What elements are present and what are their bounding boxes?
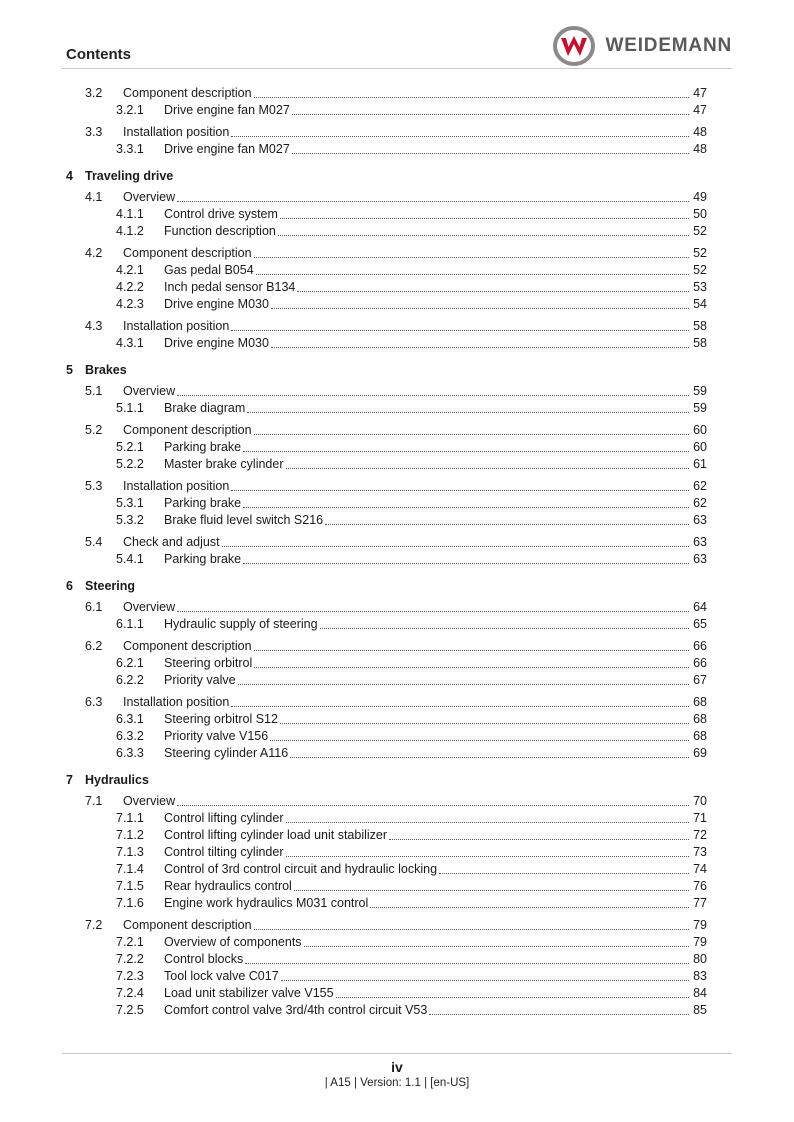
subsection-title: Overview of components [164,935,302,949]
toc-chapter [66,85,707,158]
subsection-title: Drive engine fan M027 [164,142,290,156]
chapter-number: 6 [66,579,73,593]
toc-entry-subsection[interactable] [66,616,707,633]
section-title: Component description [123,246,252,260]
section-title: Overview [123,794,176,808]
page-ref: 62 [693,496,707,510]
dot-leader [243,499,689,508]
toc-entry-subsection[interactable] [66,279,707,296]
subsection-number: 3.3.1 [116,142,144,156]
page-ref: 52 [693,263,707,277]
page-ref: 68 [693,729,707,743]
toc-entry-section[interactable] [66,694,707,711]
section-number: 4.2 [85,246,103,260]
dot-leader [370,899,689,908]
dot-leader [286,460,690,469]
subsection-number: 5.3.2 [116,513,144,527]
toc-entry-section[interactable] [66,85,707,102]
page-ref: 50 [693,207,707,221]
toc-entry-section[interactable] [66,422,707,439]
dot-leader [238,676,689,685]
page-ref: 61 [693,457,707,471]
toc-entry-subsection[interactable] [66,711,707,728]
chapter-heading[interactable] [66,578,707,595]
chapter-heading[interactable] [66,772,707,789]
section-number: 4.3 [85,319,103,333]
dot-leader [254,89,689,98]
subsection-number: 5.2.1 [116,440,144,454]
subsection-number: 7.2.2 [116,952,144,966]
page-ref: 63 [693,535,707,549]
section-title: Installation position [123,479,230,493]
section-number: 7.2 [85,918,103,932]
section-title: Installation position [123,695,230,709]
section-title: Overview [123,190,176,204]
page-ref: 66 [693,639,707,653]
page-ref: 49 [693,190,707,204]
subsection-title: Brake fluid level switch S216 [164,513,324,527]
toc-entry-subsection[interactable] [66,439,707,456]
page-ref: 59 [693,401,707,415]
dot-leader [271,339,689,348]
subsection-number: 6.2.1 [116,656,144,670]
subsection-number: 3.2.1 [116,103,144,117]
chapter-title: Traveling drive [85,169,174,183]
subsection-number: 7.2.4 [116,986,144,1000]
page-number: iv [391,1059,403,1075]
subsection-title: Function description [164,224,276,238]
brand-name: WEIDEMANN [605,35,732,56]
toc-entry-section[interactable] [66,383,707,400]
page-header [66,26,732,68]
toc-entry-subsection[interactable] [66,456,707,473]
section-title: Installation position [123,125,230,139]
chapter-title: Steering [85,579,136,593]
toc-entry-subsection[interactable] [66,335,707,352]
page-ref: 62 [693,479,707,493]
subsection-number: 5.3.1 [116,496,144,510]
subsection-number: 6.3.3 [116,746,144,760]
section-number: 5.4 [85,535,103,549]
dot-leader [245,955,689,964]
toc-section [66,917,707,1019]
chapter-heading[interactable] [66,168,707,185]
dot-leader [304,938,689,947]
toc-section [66,534,707,568]
subsection-number: 7.2.5 [116,1003,144,1017]
dot-leader [271,300,689,309]
toc-section [66,189,707,240]
page-ref: 67 [693,673,707,687]
subsection-title: Inch pedal sensor B134 [164,280,296,294]
toc-entry-subsection[interactable] [66,844,707,861]
weidemann-logo [552,26,732,66]
dot-leader [256,266,689,275]
subsection-number: 6.3.1 [116,712,144,726]
page-ref: 65 [693,617,707,631]
toc-entry-section[interactable] [66,189,707,206]
page-ref: 76 [693,879,707,893]
dot-leader [254,642,689,651]
section-title: Component description [123,918,252,932]
subsection-title: Control lifting cylinder load unit stabilizer [164,828,388,842]
subsection-number: 4.2.3 [116,297,144,311]
page-ref: 66 [693,656,707,670]
subsection-title: Control blocks [164,952,244,966]
page-ref: 79 [693,935,707,949]
page-ref: 60 [693,423,707,437]
toc-entry-subsection[interactable] [66,400,707,417]
page-ref: 84 [693,986,707,1000]
toc-entry-subsection[interactable] [66,968,707,985]
table-of-contents [66,85,707,1024]
toc-entry-subsection[interactable] [66,262,707,279]
dot-leader [177,797,689,806]
toc-section [66,245,707,313]
subsection-number: 7.2.1 [116,935,144,949]
subsection-title: Priority valve [164,673,236,687]
toc-entry-section[interactable] [66,245,707,262]
chapter-heading[interactable] [66,362,707,379]
header-divider [62,68,732,69]
page-ref: 54 [693,297,707,311]
subsection-number: 7.1.3 [116,845,144,859]
dot-leader [231,128,689,137]
section-number: 3.2 [85,86,103,100]
dot-leader [294,882,689,891]
page-ref: 47 [693,103,707,117]
toc-section [66,478,707,529]
page-ref: 48 [693,125,707,139]
section-title: Overview [123,384,176,398]
section-number: 3.3 [85,125,103,139]
toc-section [66,638,707,689]
toc-entry-section[interactable] [66,599,707,616]
toc-entry-subsection[interactable] [66,102,707,119]
page-ref: 48 [693,142,707,156]
dot-leader [231,482,689,491]
toc-entry-section[interactable] [66,638,707,655]
toc-section [66,85,707,119]
toc-section [66,422,707,473]
subsection-number: 7.2.3 [116,969,144,983]
toc-entry-subsection[interactable] [66,512,707,529]
toc-entry-subsection[interactable] [66,934,707,951]
toc-entry-section[interactable] [66,318,707,335]
toc-entry-subsection[interactable] [66,728,707,745]
toc-entry-subsection[interactable] [66,827,707,844]
dot-leader [177,193,689,202]
dot-leader [278,227,689,236]
section-title: Component description [123,423,252,437]
toc-entry-subsection[interactable] [66,745,707,762]
subsection-title: Hydraulic supply of steering [164,617,318,631]
subsection-title: Control tilting cylinder [164,845,284,859]
subsection-title: Master brake cylinder [164,457,284,471]
subsection-title: Steering orbitrol [164,656,253,670]
subsection-title: Rear hydraulics control [164,879,292,893]
section-title: Component description [123,86,252,100]
subsection-number: 7.1.4 [116,862,144,876]
section-number: 4.1 [85,190,103,204]
dot-leader [254,249,689,258]
dot-leader [177,603,689,612]
subsection-number: 6.2.2 [116,673,144,687]
subsection-number: 7.1.5 [116,879,144,893]
dot-leader [292,106,689,115]
page-ref: 70 [693,794,707,808]
section-title: Check and adjust [123,535,220,549]
subsection-title: Comfort control valve 3rd/4th control circuit V53 [164,1003,428,1017]
subsection-number: 7.1.6 [116,896,144,910]
subsection-title: Brake diagram [164,401,246,415]
dot-leader [254,426,689,435]
page-ref: 47 [693,86,707,100]
subsection-number: 5.4.1 [116,552,144,566]
dot-leader [231,698,689,707]
subsection-title: Control drive system [164,207,278,221]
subsection-title: Engine work hydraulics M031 control [164,896,369,910]
page-ref: 83 [693,969,707,983]
toc-chapter [66,578,707,762]
chapter-number: 5 [66,363,73,377]
subsection-title: Parking brake [164,552,242,566]
weidemann-logo-icon [552,26,596,66]
toc-entry-subsection[interactable] [66,951,707,968]
toc-entry-section[interactable] [66,124,707,141]
subsection-title: Steering orbitrol S12 [164,712,278,726]
chapter-title: Brakes [85,363,127,377]
subsection-number: 4.3.1 [116,336,144,350]
page-ref: 60 [693,440,707,454]
dot-leader [270,732,689,741]
toc-entry-subsection[interactable] [66,551,707,568]
dot-leader [292,145,689,154]
subsection-title: Drive engine M030 [164,297,269,311]
subsection-number: 5.1.1 [116,401,144,415]
toc-entry-subsection[interactable] [66,1002,707,1019]
footer-divider [62,1053,732,1054]
toc-section [66,793,707,912]
section-number: 5.3 [85,479,103,493]
dot-leader [280,210,689,219]
subsection-number: 7.1.1 [116,811,144,825]
toc-entry-subsection[interactable] [66,206,707,223]
subsection-number: 6.3.2 [116,729,144,743]
page-ref: 80 [693,952,707,966]
toc-section [66,383,707,417]
toc-chapter [66,772,707,1019]
dot-leader [247,404,689,413]
dot-leader [389,831,689,840]
toc-entry-section[interactable] [66,534,707,551]
page-ref: 59 [693,384,707,398]
toc-entry-subsection[interactable] [66,861,707,878]
toc-entry-subsection[interactable] [66,985,707,1002]
section-title: Overview [123,600,176,614]
page-ref: 52 [693,224,707,238]
section-number: 6.3 [85,695,103,709]
dot-leader [286,848,690,857]
toc-entry-subsection[interactable] [66,655,707,672]
dot-leader [290,749,689,758]
toc-entry-subsection[interactable] [66,223,707,240]
toc-entry-subsection[interactable] [66,672,707,689]
page-ref: 63 [693,513,707,527]
toc-entry-section[interactable] [66,793,707,810]
chapter-title: Hydraulics [85,773,149,787]
dot-leader [297,283,689,292]
dot-leader [243,555,689,564]
toc-entry-subsection[interactable] [66,141,707,158]
subsection-title: Priority valve V156 [164,729,269,743]
page-ref: 68 [693,695,707,709]
page-ref: 74 [693,862,707,876]
toc-entry-subsection[interactable] [66,296,707,313]
page-ref: 68 [693,712,707,726]
dot-leader [177,387,689,396]
subsection-title: Steering cylinder A116 [164,746,289,760]
document-version-info: | A15 | Version: 1.1 | [en-US] [324,1077,470,1089]
toc-entry-section[interactable] [66,917,707,934]
page-ref: 85 [693,1003,707,1017]
page-ref: 58 [693,336,707,350]
page-ref: 72 [693,828,707,842]
dot-leader [439,865,689,874]
toc-chapter [66,168,707,352]
page-ref: 63 [693,552,707,566]
subsection-number: 5.2.2 [116,457,144,471]
section-title: Installation position [123,319,230,333]
dot-leader [254,659,689,668]
dot-leader [429,1006,689,1015]
subsection-title: Tool lock valve C017 [164,969,279,983]
page-ref: 79 [693,918,707,932]
dot-leader [231,322,689,331]
subsection-number: 7.1.2 [116,828,144,842]
toc-section [66,124,707,158]
toc-entry-subsection[interactable] [66,895,707,912]
page-ref: 52 [693,246,707,260]
subsection-title: Drive engine fan M027 [164,103,290,117]
section-number: 7.1 [85,794,103,808]
section-number: 6.2 [85,639,103,653]
page-title: Contents [66,46,131,63]
dot-leader [254,921,689,930]
toc-entry-subsection[interactable] [66,810,707,827]
page-ref: 64 [693,600,707,614]
subsection-title: Parking brake [164,440,242,454]
section-number: 5.2 [85,423,103,437]
dot-leader [286,814,690,823]
toc-section [66,318,707,352]
page-ref: 53 [693,280,707,294]
toc-section [66,599,707,633]
page-ref: 77 [693,896,707,910]
page-ref: 71 [693,811,707,825]
dot-leader [325,516,689,525]
subsection-number: 4.2.2 [116,280,144,294]
toc-entry-subsection[interactable] [66,878,707,895]
dot-leader [336,989,689,998]
toc-entry-subsection[interactable] [66,495,707,512]
toc-entry-section[interactable] [66,478,707,495]
dot-leader [281,972,689,981]
subsection-title: Drive engine M030 [164,336,269,350]
dot-leader [280,715,689,724]
section-number: 6.1 [85,600,103,614]
subsection-number: 4.1.1 [116,207,144,221]
subsection-title: Control of 3rd control circuit and hydraulic locking [164,862,438,876]
chapter-number: 7 [66,773,73,787]
subsection-title: Parking brake [164,496,242,510]
dot-leader [320,620,689,629]
toc-section [66,694,707,762]
subsection-title: Load unit stabilizer valve V155 [164,986,334,1000]
section-number: 5.1 [85,384,103,398]
section-title: Component description [123,639,252,653]
dot-leader [243,443,689,452]
subsection-number: 4.2.1 [116,263,144,277]
subsection-number: 4.1.2 [116,224,144,238]
subsection-number: 6.1.1 [116,617,144,631]
page-ref: 58 [693,319,707,333]
dot-leader [222,538,689,547]
page-ref: 73 [693,845,707,859]
subsection-title: Control lifting cylinder [164,811,284,825]
toc-chapter [66,362,707,568]
chapter-number: 4 [66,169,73,183]
subsection-title: Gas pedal B054 [164,263,254,277]
page-ref: 69 [693,746,707,760]
